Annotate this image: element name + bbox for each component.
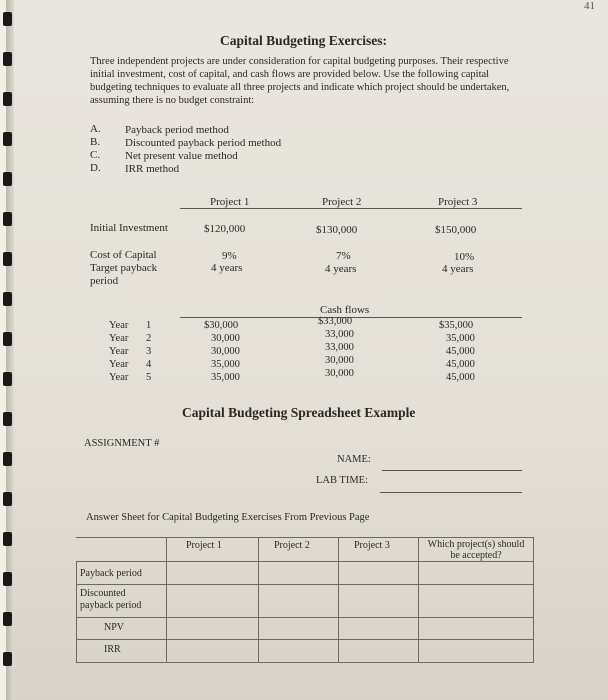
table-rule bbox=[76, 561, 534, 562]
cash-flow-cell: 30,000 bbox=[211, 333, 240, 344]
table-rule bbox=[533, 537, 534, 662]
cash-flow-cell: 35,000 bbox=[446, 333, 475, 344]
binding-hole bbox=[3, 612, 12, 626]
table-rule bbox=[76, 662, 534, 663]
cash-flow-cell: 45,000 bbox=[446, 372, 475, 383]
table-rule bbox=[418, 537, 419, 662]
binding-hole bbox=[3, 412, 12, 426]
table-rule bbox=[338, 537, 339, 662]
binding-hole bbox=[3, 492, 12, 506]
binding-hole bbox=[3, 12, 12, 26]
table-rule bbox=[76, 561, 77, 662]
initial-investment-value: $150,000 bbox=[435, 224, 477, 236]
binding-hole bbox=[3, 372, 12, 386]
binding-hole bbox=[3, 212, 12, 226]
answer-row-label: Payback period bbox=[80, 568, 142, 579]
answer-row-label: IRR bbox=[104, 644, 121, 655]
cash-flow-cell: 30,000 bbox=[325, 355, 354, 366]
year-number: 4 bbox=[146, 359, 152, 370]
year-number: 1 bbox=[146, 320, 152, 331]
cash-flow-cell: 33,000 bbox=[325, 329, 354, 340]
binding-hole bbox=[3, 52, 12, 66]
header-rule bbox=[180, 208, 522, 209]
project-header: Project 1 bbox=[210, 196, 250, 208]
page-number: 41 bbox=[584, 0, 595, 12]
cash-flow-cell: 30,000 bbox=[325, 368, 354, 379]
cash-flow-cell: 33,000 bbox=[325, 342, 354, 353]
target-payback-value: 4 years bbox=[211, 262, 243, 274]
year-number: 3 bbox=[146, 346, 152, 357]
method-label: Net present value method bbox=[125, 150, 238, 162]
worksheet-page bbox=[14, 0, 608, 700]
row-label-target-payback: Target payback period bbox=[90, 262, 158, 287]
initial-investment-value: $120,000 bbox=[204, 223, 246, 235]
cash-flow-cell: 45,000 bbox=[446, 359, 475, 370]
spreadsheet-example-title: Capital Budgeting Spreadsheet Example bbox=[182, 405, 416, 420]
cost-of-capital-value: 9% bbox=[222, 250, 237, 262]
row-label-cost-of-capital: Cost of Capital bbox=[90, 249, 157, 261]
assignment-label: ASSIGNMENT # bbox=[84, 438, 160, 449]
binding-hole bbox=[3, 652, 12, 666]
table-rule bbox=[166, 537, 167, 662]
binding-hole bbox=[3, 172, 12, 186]
cash-flow-cell: 35,000 bbox=[211, 372, 240, 383]
answer-header-cell: Project 2 bbox=[274, 540, 310, 551]
project-header: Project 3 bbox=[438, 196, 478, 208]
cash-flow-cell: $35,000 bbox=[439, 320, 474, 331]
method-letter: A. bbox=[90, 123, 101, 135]
table-rule bbox=[76, 584, 534, 585]
year-label: Year bbox=[109, 372, 129, 383]
page-title: Capital Budgeting Exercises: bbox=[220, 33, 388, 48]
answer-row-label: Discounted payback period bbox=[80, 588, 142, 611]
initial-investment-value: $130,000 bbox=[316, 224, 358, 236]
binding-hole bbox=[3, 452, 12, 466]
table-rule bbox=[76, 639, 534, 640]
answer-header-cell: Which project(s) should be accepted? bbox=[427, 539, 525, 561]
cash-flow-cell: 45,000 bbox=[446, 346, 475, 357]
answer-sheet-title: Answer Sheet for Capital Budgeting Exercises From Previous Page bbox=[86, 512, 370, 523]
year-label: Year bbox=[109, 346, 129, 357]
target-payback-value: 4 years bbox=[325, 263, 357, 275]
cash-flow-cell: $33,000 bbox=[318, 316, 353, 327]
year-label: Year bbox=[109, 320, 129, 331]
lab-time-field-line[interactable] bbox=[380, 492, 522, 493]
year-number: 2 bbox=[146, 333, 152, 344]
table-rule bbox=[76, 617, 534, 618]
binding-hole bbox=[3, 292, 12, 306]
name-label: NAME: bbox=[337, 454, 371, 465]
binding-hole bbox=[3, 132, 12, 146]
cash-flow-cell: $30,000 bbox=[204, 320, 239, 331]
cost-of-capital-value: 7% bbox=[336, 250, 351, 262]
binding-hole bbox=[3, 252, 12, 266]
answer-header-cell: Project 1 bbox=[186, 540, 222, 551]
name-field-line[interactable] bbox=[382, 470, 522, 471]
binding-hole bbox=[3, 572, 12, 586]
cash-flow-cell: 30,000 bbox=[211, 346, 240, 357]
binding-hole bbox=[3, 532, 12, 546]
cash-flow-cell: 35,000 bbox=[211, 359, 240, 370]
year-number: 5 bbox=[146, 372, 152, 383]
binding-hole bbox=[3, 92, 12, 106]
method-label: Discounted payback period method bbox=[125, 137, 282, 149]
intro-paragraph: Three independent projects are under consideration for capital budgeting purposes. Their respective initial investment, cost of capital, and cash flows are provided below. Use the following capital budgeting techniques to evaluate all three projects and indicate which project should be undertaken, assuming there is no budget constraint: bbox=[90, 56, 510, 106]
table-rule bbox=[258, 537, 259, 662]
row-label-initial-investment: Initial Investment bbox=[90, 222, 168, 234]
lab-time-label: LAB TIME: bbox=[316, 475, 369, 486]
year-label: Year bbox=[109, 359, 129, 370]
target-payback-value: 4 years bbox=[442, 263, 474, 275]
binding-hole bbox=[3, 332, 12, 346]
method-letter: B. bbox=[90, 136, 101, 148]
method-letter: D. bbox=[90, 162, 101, 174]
cash-flows-label: Cash flows bbox=[320, 304, 370, 316]
year-label: Year bbox=[109, 333, 129, 344]
method-label: Payback period method bbox=[125, 124, 229, 136]
method-letter: C. bbox=[90, 149, 101, 161]
table-rule bbox=[76, 537, 534, 538]
answer-header-cell: Project 3 bbox=[354, 540, 390, 551]
project-header: Project 2 bbox=[322, 196, 362, 208]
answer-table bbox=[76, 537, 534, 663]
method-label: IRR method bbox=[125, 163, 180, 175]
answer-row-label: NPV bbox=[104, 622, 125, 633]
cost-of-capital-value: 10% bbox=[454, 251, 475, 263]
